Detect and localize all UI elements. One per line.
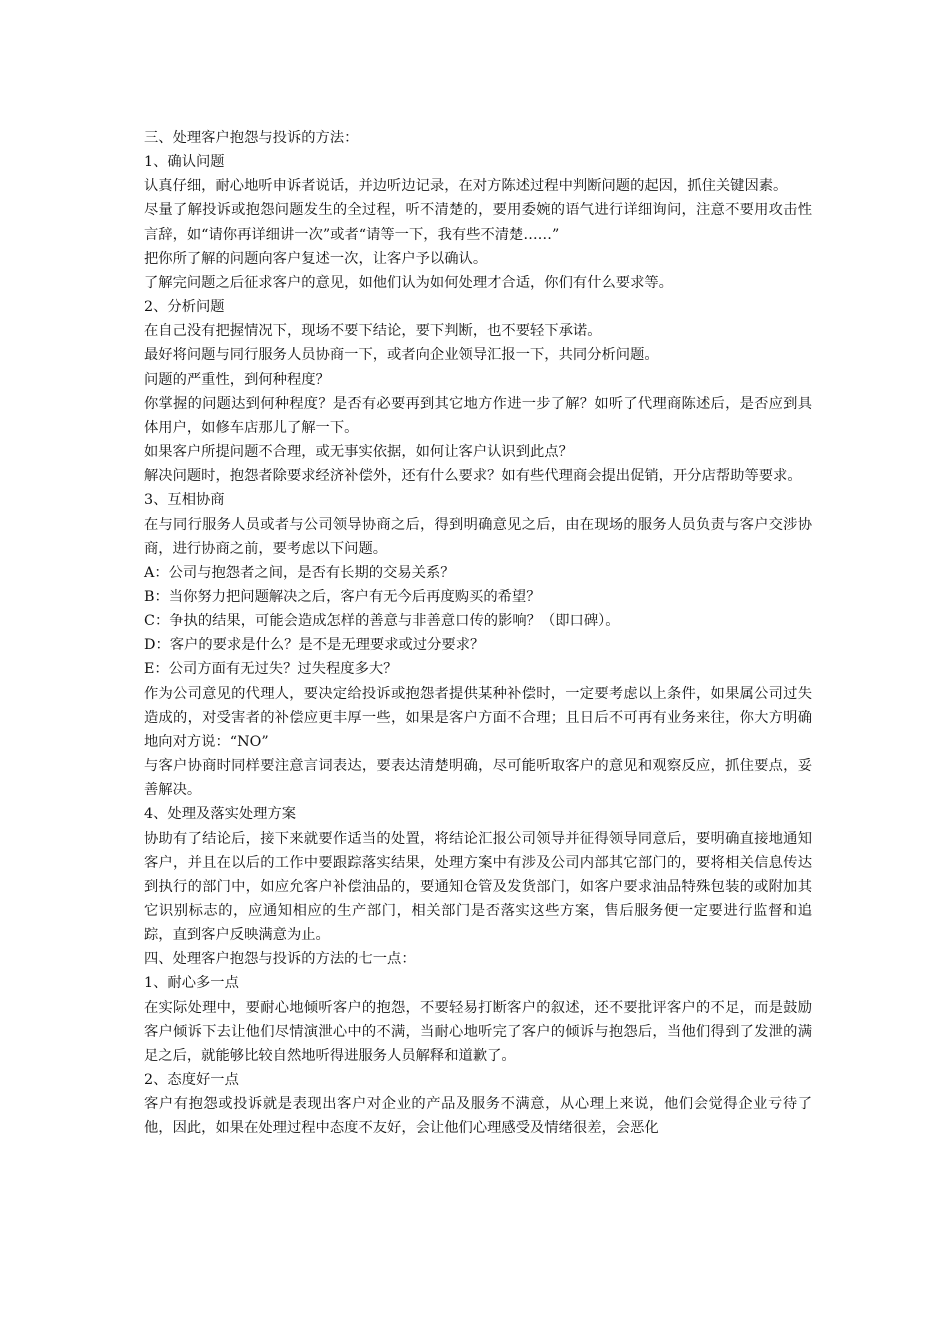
paragraph: 在自己没有把握情况下，现场不要下结论，要下判断，也不要轻下承诺。 xyxy=(144,323,602,340)
subsection-heading: 1、耐心多一点 xyxy=(144,975,239,992)
paragraph: 作为公司意见的代理人，要决定给投诉或抱怨者提供某种补偿时，一定要考虑以上条件，如果属公司过失造成的，对受害者的补偿应更丰厚一些，如果是客户方面不合理；且日后不可再有业务来往，你大方明确地向对方说：“NO” xyxy=(144,685,812,750)
list-item: B：当你努力把问题解决之后，客户有无今后再度购买的希望？ xyxy=(144,588,541,605)
paragraph: 把你所了解的问题向客户复述一次，让客户予以确认。 xyxy=(144,250,488,267)
paragraph: 如果客户所提问题不合理，或无事实依据，如何让客户认识到此点？ xyxy=(144,444,573,461)
paragraph: 在实际处理中，要耐心地倾听客户的抱怨，不要轻易打断客户的叙述，还不要批评客户的不足，而是鼓励客户倾诉下去让他们尽情演泄心中的不满，当耐心地听完了客户的倾诉与抱怨后，当他们得到了发泄的满足之后，就能够比较自然地听得进服务人员解释和道歉了。 xyxy=(144,999,812,1064)
paragraph: 在与同行服务人员或者与公司领导协商之后，得到明确意见之后，由在现场的服务人员负责与客户交涉协商，进行协商之前，要考虑以下问题。 xyxy=(144,516,812,557)
document-body xyxy=(144,126,812,1141)
list-item: A：公司与抱怨者之间，是否有长期的交易关系？ xyxy=(144,564,455,581)
paragraph: 你掌握的问题达到何种程度？是否有必要再到其它地方作进一步了解？如听了代理商陈述后，是否应到具体用户，如修车店那儿了解一下。 xyxy=(144,395,812,436)
section-heading: 四、处理客户抱怨与投诉的方法的七一点： xyxy=(144,951,416,968)
section-heading: 三、处理客户抱怨与投诉的方法： xyxy=(144,130,359,146)
subsection-heading: 1、确认问题 xyxy=(144,154,225,171)
paragraph: 了解完问题之后征求客户的意见，如他们认为如何处理才合适，你们有什么要求等。 xyxy=(144,274,673,291)
list-item: D：客户的要求是什么？是不是无理要求或过分要求？ xyxy=(144,637,485,654)
paragraph: 最好将问题与同行服务人员协商一下，或者向企业领导汇报一下，共同分析问题。 xyxy=(144,347,659,364)
paragraph: 尽量了解投诉或抱怨问题发生的全过程，听不清楚的，要用委婉的语气进行详细询问，注意不要用攻击性言辞，如“请你再详细讲一次”或者“请等一下，我有些不清楚……” xyxy=(144,202,812,243)
subsection-heading: 2、态度好一点 xyxy=(144,1072,239,1089)
subsection-heading: 4、处理及落实处理方案 xyxy=(144,806,297,823)
list-item: C：争执的结果，可能会造成怎样的善意与非善意口传的影响？（即口碑）。 xyxy=(144,613,620,630)
list-item: E：公司方面有无过失？过失程度多大？ xyxy=(144,661,398,678)
subsection-heading: 3、互相协商 xyxy=(144,492,225,509)
paragraph: 与客户协商时同样要注意言词表达，要表达清楚明确，尽可能听取客户的意见和观察反应，抓住要点，妥善解决。 xyxy=(144,758,812,799)
subsection-heading: 2、分析问题 xyxy=(144,299,225,316)
paragraph: 客户有抱怨或投诉就是表现出客户对企业的产品及服务不满意，从心理上来说，他们会觉得企业亏待了他，因此，如果在处理过程中态度不友好，会让他们心理感受及情绪很差，会恶化 xyxy=(144,1096,812,1137)
paragraph: 认真仔细，耐心地听申诉者说话，并边听边记录，在对方陈述过程中判断问题的起因，抓住关键因素。 xyxy=(144,178,788,195)
paragraph: 解决问题时，抱怨者除要求经济补偿外，还有什么要求？如有些代理商会提出促销，开分店帮助等要求。 xyxy=(144,468,802,485)
paragraph: 问题的严重性，到何种程度？ xyxy=(144,371,330,388)
paragraph: 协助有了结论后，接下来就要作适当的处置，将结论汇报公司领导并征得领导同意后，要明确直接地通知客户，并且在以后的工作中要跟踪落实结果，处理方案中有涉及公司内部其它部门的，要将相关信息传达到执行的部门中，如应允客户补偿油品的，要通知仓管及发货部门，如客户要求油品特殊包装的或附加其它识别标志的，应通知相应的生产部门，相关部门是否落实这些方案，售后服务便一定要进行监督和追踪，直到客户反映满意为止。 xyxy=(144,830,812,944)
